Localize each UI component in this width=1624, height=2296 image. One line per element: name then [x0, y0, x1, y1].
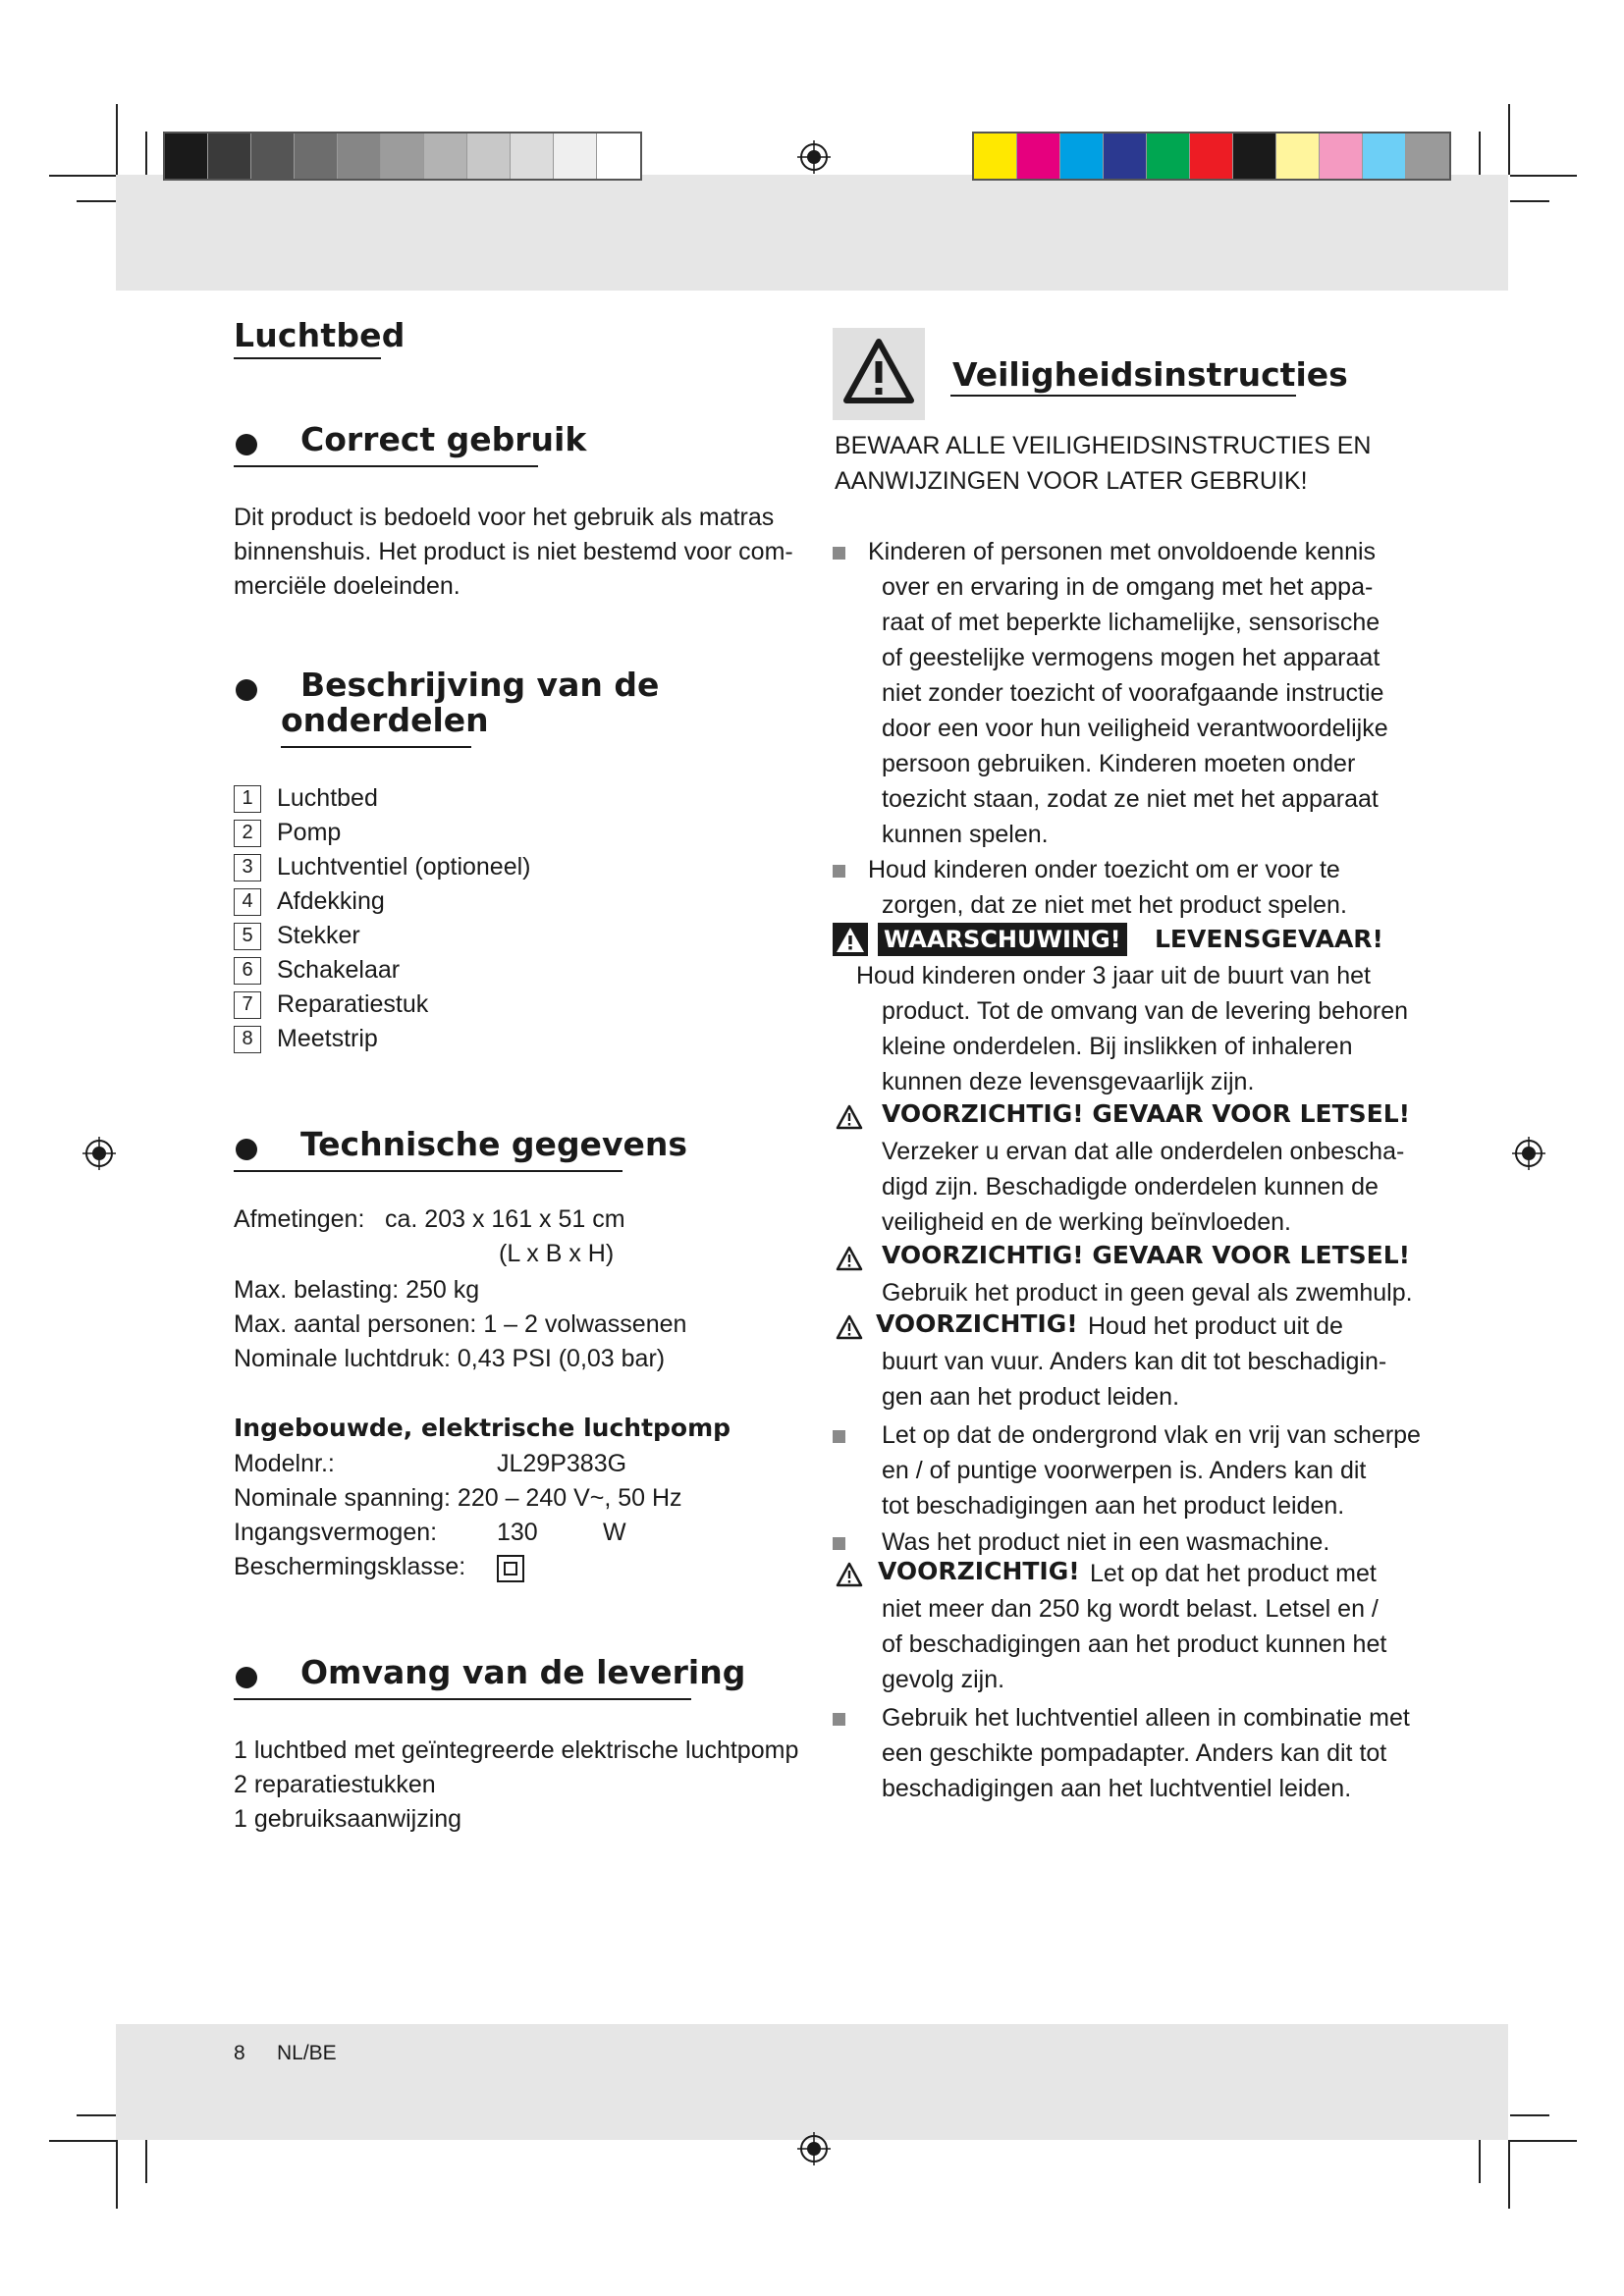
spec-power-label: Ingangsvermogen:: [234, 1519, 438, 1546]
registration-mark-icon: [797, 140, 831, 174]
section-underline: [234, 1698, 691, 1700]
section-bullet: [236, 1139, 257, 1160]
color-swatch: [1320, 133, 1363, 179]
crop-mark: [49, 2140, 116, 2142]
part-number: 3: [234, 854, 261, 881]
list-item: 2 reparatiestukken: [234, 1771, 436, 1798]
crop-mark: [1508, 104, 1510, 175]
registration-mark-icon: [797, 2132, 831, 2165]
color-swatch: [251, 133, 295, 179]
section-underline: [234, 1170, 623, 1172]
locale-label: NL/BE: [277, 2042, 337, 2064]
registration-mark-icon: [82, 1137, 116, 1170]
color-swatch: [974, 133, 1017, 179]
crop-mark: [116, 2140, 118, 2209]
part-number: 2: [234, 820, 261, 847]
safety-item-surface: Let op dat de ondergrond vlak en vrij van scherpe en / of puntige voorwerpen is. Anders kan dit tot beschadigingen aan het product leiden.: [882, 1421, 1421, 1520]
color-swatch: [1233, 133, 1276, 179]
square-bullet-icon: [833, 1430, 845, 1443]
spec-class-label: Beschermingsklasse:: [234, 1553, 466, 1580]
caution-label: VOORZICHTIG! GEVAAR VOOR LETSEL!: [882, 1099, 1411, 1128]
part-number: 1: [234, 785, 261, 813]
crop-mark: [1479, 132, 1481, 175]
section-bullet: [236, 434, 257, 455]
section-heading-safety: Veiligheidsinstructies: [952, 355, 1348, 394]
caution-text-fire-first: Houd het product uit de: [1088, 1312, 1343, 1340]
section-bullet: [236, 1667, 257, 1688]
caution-label: VOORZICHTIG! GEVAAR VOOR LETSEL!: [882, 1241, 1411, 1269]
correct-use-text: Dit product is bedoeld voor het gebruik als matras binnenshuis. Het product is niet bestemd voor com- merciële doeleinden.: [234, 504, 793, 600]
crop-mark: [145, 132, 147, 175]
spec-model-label: Modelnr.:: [234, 1450, 335, 1477]
list-item: 4 Afdekking: [234, 884, 531, 919]
warning-text-choking: Houd kinderen onder 3 jaar uit de buurt van het product. Tot de omvang van de levering behoren kleine onderdelen. Bij inslikken of inhaleren kunnen deze levensgevaarlijk zijn.: [856, 962, 1409, 1095]
delivery-list: [234, 1734, 798, 1837]
color-swatch: [1406, 133, 1449, 179]
list-item: 1 gebruiksaanwijzing: [234, 1805, 462, 1833]
section-heading-correct-use: Correct gebruik: [300, 420, 587, 458]
safety-item-washing: Was het product niet in een wasmachine.: [882, 1528, 1330, 1556]
safety-item-valve: Gebruik het luchtventiel alleen in combinatie met een geschikte pompadapter. Anders kan dit tot beschadigingen aan het luchtventiel leiden.: [882, 1704, 1410, 1802]
warning-symbol-box: [833, 328, 925, 420]
part-number: 8: [234, 1026, 261, 1053]
section-underline: [281, 746, 471, 748]
process-color-bar: [972, 132, 1451, 181]
protection-class-ii-icon: [497, 1555, 524, 1582]
list-item: 2 Pomp: [234, 816, 531, 850]
color-swatch: [1363, 133, 1406, 179]
crop-mark: [1510, 2114, 1549, 2116]
spec-dimensions-label: Afmetingen:: [234, 1205, 365, 1233]
caution-triangle-icon: [835, 1103, 864, 1131]
warning-triangle-icon: [833, 328, 925, 420]
color-swatch: [1104, 133, 1147, 179]
crop-mark: [1479, 2140, 1481, 2183]
color-swatch: [467, 133, 511, 179]
square-bullet-icon: [833, 547, 845, 560]
square-bullet-icon: [833, 1713, 845, 1726]
square-bullet-icon: [833, 1537, 845, 1550]
safety-item-children: Kinderen of personen met onvoldoende kennis over en ervaring in de omgang met het appa- raat of met beperkte lichamelijke, sensorische of geestelijke vermogens mogen het apparaat niet zonder toezicht of voorafgaande instructie door een voor hun veiligheid verantwoordelijke persoon gebruiken. Kinderen moeten onder toezicht staan, zodat ze niet met het apparaat kunnen spelen.: [868, 538, 1388, 848]
caution-triangle-icon: [835, 1313, 864, 1341]
color-swatch: [208, 133, 251, 179]
warning-triangle-inverted-icon: [833, 923, 868, 956]
warning-badge: WAARSCHUWING!: [878, 923, 1127, 956]
safety-item-supervise: Houd kinderen onder toezicht om er voor te zorgen, dat ze niet met het product spelen.: [868, 856, 1347, 919]
spec-max-load: Max. belasting: 250 kg: [234, 1276, 480, 1304]
spec-voltage: Nominale spanning: 220 – 240 V~, 50 Hz: [234, 1484, 682, 1512]
color-swatch: [1147, 133, 1190, 179]
caution-label: VOORZICHTIG!: [878, 1557, 1080, 1585]
part-number: 5: [234, 923, 261, 950]
crop-mark: [1510, 175, 1577, 177]
crop-mark: [77, 200, 116, 202]
warning-label: LEVENSGEVAAR!: [1155, 925, 1383, 953]
color-swatch: [511, 133, 554, 179]
part-number: 4: [234, 888, 261, 916]
crop-mark: [1508, 2140, 1510, 2209]
list-item: 6 Schakelaar: [234, 953, 531, 988]
crop-mark: [77, 2114, 116, 2116]
page-number: 8: [234, 2042, 245, 2064]
registration-mark-icon: [1512, 1137, 1545, 1170]
crop-mark: [145, 2140, 147, 2183]
part-number: 6: [234, 957, 261, 985]
color-swatch: [1190, 133, 1233, 179]
color-swatch: [381, 133, 424, 179]
caution-text-damaged-parts: Verzeker u ervan dat alle onderdelen onbescha- digd zijn. Beschadigde onderdelen kunnen de veiligheid en de werking beïnvloeden.: [882, 1138, 1405, 1236]
crop-mark: [116, 104, 118, 175]
section-heading-technical: Technische gegevens: [300, 1125, 687, 1163]
section-heading-delivery: Omvang van de levering: [300, 1653, 746, 1691]
list-item: 3 Luchtventiel (optioneel): [234, 850, 531, 884]
spec-power-unit: W: [603, 1519, 626, 1546]
crop-mark: [1510, 2140, 1577, 2142]
color-swatch: [597, 133, 640, 179]
title-underline: [234, 357, 381, 359]
color-swatch: [295, 133, 338, 179]
caution-text-load: niet meer dan 250 kg wordt belast. Letsel en / of beschadigingen aan het product kunnen het gevolg zijn.: [882, 1595, 1387, 1693]
color-swatch: [1060, 133, 1104, 179]
section-heading-parts: Beschrijving van de: [300, 666, 660, 704]
color-swatch: [165, 133, 208, 179]
parts-list: [234, 781, 531, 1056]
spec-dimensions-unit: (L x B x H): [499, 1240, 615, 1267]
spec-max-persons: Max. aantal personen: 1 – 2 volwassenen: [234, 1310, 687, 1338]
list-item: 1 luchtbed met geïntegreerde elektrische luchtpomp: [234, 1736, 799, 1764]
caution-triangle-icon: [835, 1561, 864, 1588]
pump-heading: Ingebouwde, elektrische luchtpomp: [234, 1414, 731, 1442]
spec-model-value: JL29P383G: [497, 1450, 627, 1477]
section-bullet: [236, 679, 257, 701]
part-number: 7: [234, 991, 261, 1019]
color-swatch: [554, 133, 597, 179]
top-gray-band: [116, 175, 1508, 291]
color-swatch: [1276, 133, 1320, 179]
page-title: Luchtbed: [234, 316, 406, 354]
list-item: 8 Meetstrip: [234, 1022, 531, 1056]
section-underline: [950, 395, 1296, 397]
crop-mark: [1510, 200, 1549, 202]
section-underline: [234, 465, 538, 467]
list-item: 1 Luchtbed: [234, 781, 531, 816]
safety-intro: BEWAAR ALLE VEILIGHEIDSINSTRUCTIES EN AANWIJZINGEN VOOR LATER GEBRUIK!: [835, 432, 1372, 495]
caution-triangle-icon: [835, 1245, 864, 1272]
spec-pressure: Nominale luchtdruk: 0,43 PSI (0,03 bar): [234, 1345, 666, 1372]
caution-text-load-first: Let op dat het product met: [1090, 1560, 1377, 1587]
color-swatch: [1017, 133, 1060, 179]
caution-text-fire: buurt van vuur. Anders kan dit tot beschadigin- gen aan het product leiden.: [882, 1348, 1387, 1411]
section-heading-parts-line2: onderdelen: [281, 701, 489, 739]
caution-label: VOORZICHTIG!: [876, 1309, 1078, 1338]
crop-mark: [49, 175, 116, 177]
color-swatch: [338, 133, 381, 179]
list-item: 7 Reparatiestuk: [234, 988, 531, 1022]
list-item: 5 Stekker: [234, 919, 531, 953]
spec-power-value: 130: [497, 1519, 538, 1546]
spec-dimensions-value: ca. 203 x 161 x 51 cm: [385, 1205, 625, 1233]
square-bullet-icon: [833, 865, 845, 878]
grayscale-color-bar: [163, 132, 642, 181]
caution-text-swim-aid: Gebruik het product in geen geval als zwemhulp.: [882, 1279, 1413, 1307]
color-swatch: [424, 133, 467, 179]
